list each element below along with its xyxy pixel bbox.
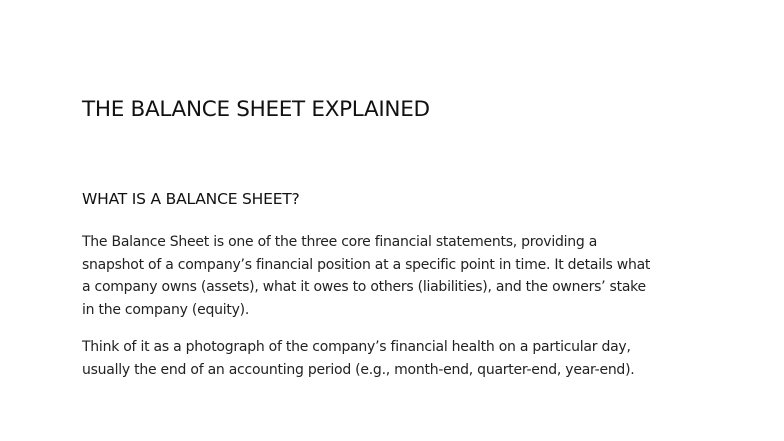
paragraph-analogy [82, 336, 722, 381]
paragraph-line: snapshot of a company’s financial position at a specific point in time. It details what [82, 256, 651, 273]
document-title: THE BALANCE SHEET EXPLAINED [82, 97, 430, 122]
paragraph-line: The Balance Sheet is one of the three core financial statements, providing a [82, 234, 598, 250]
paragraph-definition [82, 231, 722, 321]
paragraph-line: Think of it as a photograph of the company’s financial health on a particular day, [82, 339, 631, 355]
paragraph-line: usually the end of an accounting period (e.g., month-end, quarter-end, year-end). [82, 361, 635, 378]
paragraph-line: a company owns (assets), what it owes to others (liabilities), and the owners’ stake [82, 279, 646, 295]
section-heading: WHAT IS A BALANCE SHEET? [82, 190, 300, 208]
paragraph-line: in the company (equity). [82, 301, 250, 318]
